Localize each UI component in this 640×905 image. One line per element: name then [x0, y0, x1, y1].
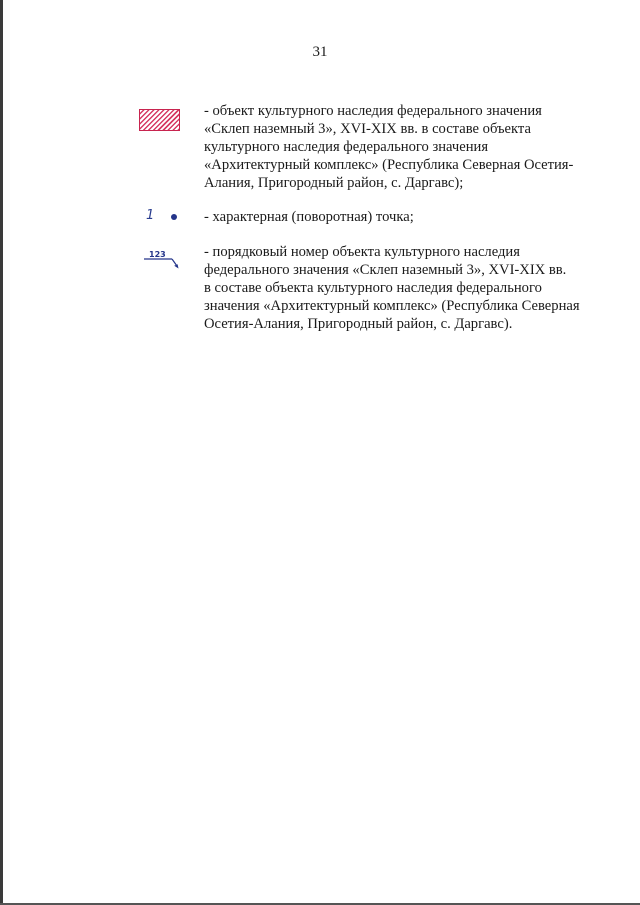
page-edge: [0, 0, 3, 905]
legend-line: - характерная (поворотная) точка;: [204, 209, 414, 225]
legend-line: Осетия-Алания, Пригородный район, с. Даргавс).: [204, 316, 513, 332]
callout-number-label: 123: [149, 250, 166, 259]
legend-line: - порядковый номер объекта культурного наследия: [204, 244, 520, 260]
legend-line: Алания, Пригородный район, с. Даргавс);: [204, 175, 464, 191]
legend-line: культурного наследия федерального значения: [204, 139, 489, 155]
point-number-label: 1: [146, 208, 155, 223]
legend-line: «Склеп наземный 3», XVI-XIX вв. в составе объекта: [204, 121, 531, 137]
hatched-area-symbol: [139, 109, 180, 131]
legend-item-heritage-object: [204, 102, 604, 192]
legend-line: федерального значения «Склеп наземный 3», XVI-XIX вв.: [204, 262, 567, 278]
legend-line: значения «Архитектурный комплекс» (Республика Северная: [204, 298, 580, 314]
legend-item-characteristic-point: [204, 208, 604, 226]
page-number: 31: [312, 44, 328, 60]
legend-item-sequence-number: [204, 243, 604, 333]
legend-line: в составе объекта культурного наследия федерального: [204, 280, 542, 296]
point-dot-icon: [171, 214, 177, 220]
legend-line: «Архитектурный комплекс» (Республика Северная Осетия-: [204, 157, 574, 173]
legend-line: - объект культурного наследия федерального значения: [204, 103, 542, 119]
callout-arrow-icon: [143, 249, 183, 273]
